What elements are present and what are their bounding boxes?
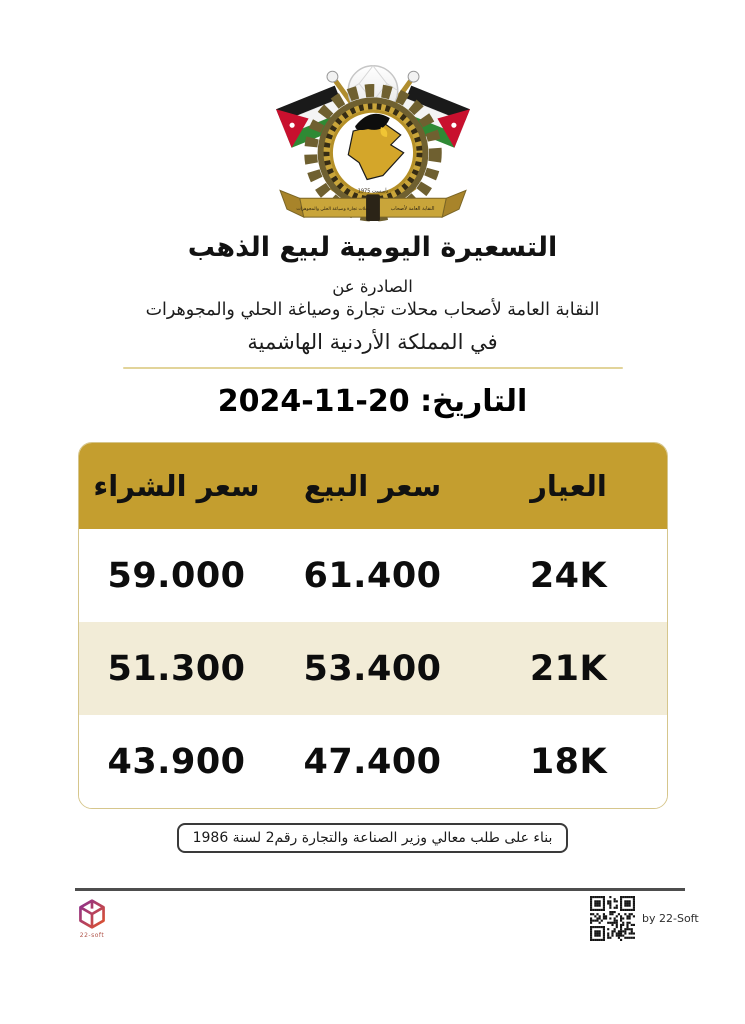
brand-name: 22-soft <box>79 932 105 939</box>
sell-price-value: 53.400 <box>303 648 442 689</box>
established-text: تأسست 1975 <box>357 188 388 195</box>
ribbon-banner <box>280 187 466 221</box>
country-line: في المملكة الأردنية الهاشمية <box>247 330 498 354</box>
table-row <box>79 622 667 715</box>
sell-price-value: 61.400 <box>303 555 442 596</box>
syndicate-emblem <box>0 0 745 226</box>
header-karat: العيار <box>530 469 607 503</box>
sell-price-value: 47.400 <box>303 741 442 782</box>
cube-logo-icon <box>75 898 109 930</box>
qr-block <box>590 896 699 941</box>
header-sell-price: سعر البيع <box>303 469 442 503</box>
gold-divider <box>123 367 623 369</box>
karat-value: 21K <box>529 648 608 689</box>
buy-price-value: 43.900 <box>107 741 246 782</box>
legal-note: بناء على طلب معالي وزير الصناعة والتجارة رقم2 لسنة 1986 <box>177 823 569 853</box>
ribbon-left-text: محلات تجارة وصياغة الحلي والمجوهرات <box>295 207 371 213</box>
table-header-row <box>79 443 667 529</box>
syndicate-name: النقابة العامة لأصحاب محلات تجارة وصياغة الحلي والمجوهرات <box>145 300 600 320</box>
ribbon-right-text: النقابة العامة لأصحاب <box>390 206 435 213</box>
karat-value: 24K <box>529 555 608 596</box>
footer-divider <box>75 888 685 891</box>
date-line: التاريخ: 20-11-2024 <box>217 384 528 419</box>
brand-logo <box>72 898 112 939</box>
page-title: التسعيرة اليومية لبيع الذهب <box>187 232 558 263</box>
qr-caption: by 22-Soft <box>642 912 699 925</box>
buy-price-value: 51.300 <box>107 648 246 689</box>
karat-value: 18K <box>529 741 608 782</box>
gold-price-table <box>78 442 668 809</box>
syndicate-emblem-graphic <box>264 44 482 226</box>
table-row <box>79 715 667 808</box>
issued-by-line: الصادرة عن <box>332 277 413 296</box>
header-buy-price: سعر الشراء <box>93 469 260 503</box>
table-row <box>79 529 667 622</box>
buy-price-value: 59.000 <box>107 555 246 596</box>
qr-code-icon <box>590 896 635 941</box>
